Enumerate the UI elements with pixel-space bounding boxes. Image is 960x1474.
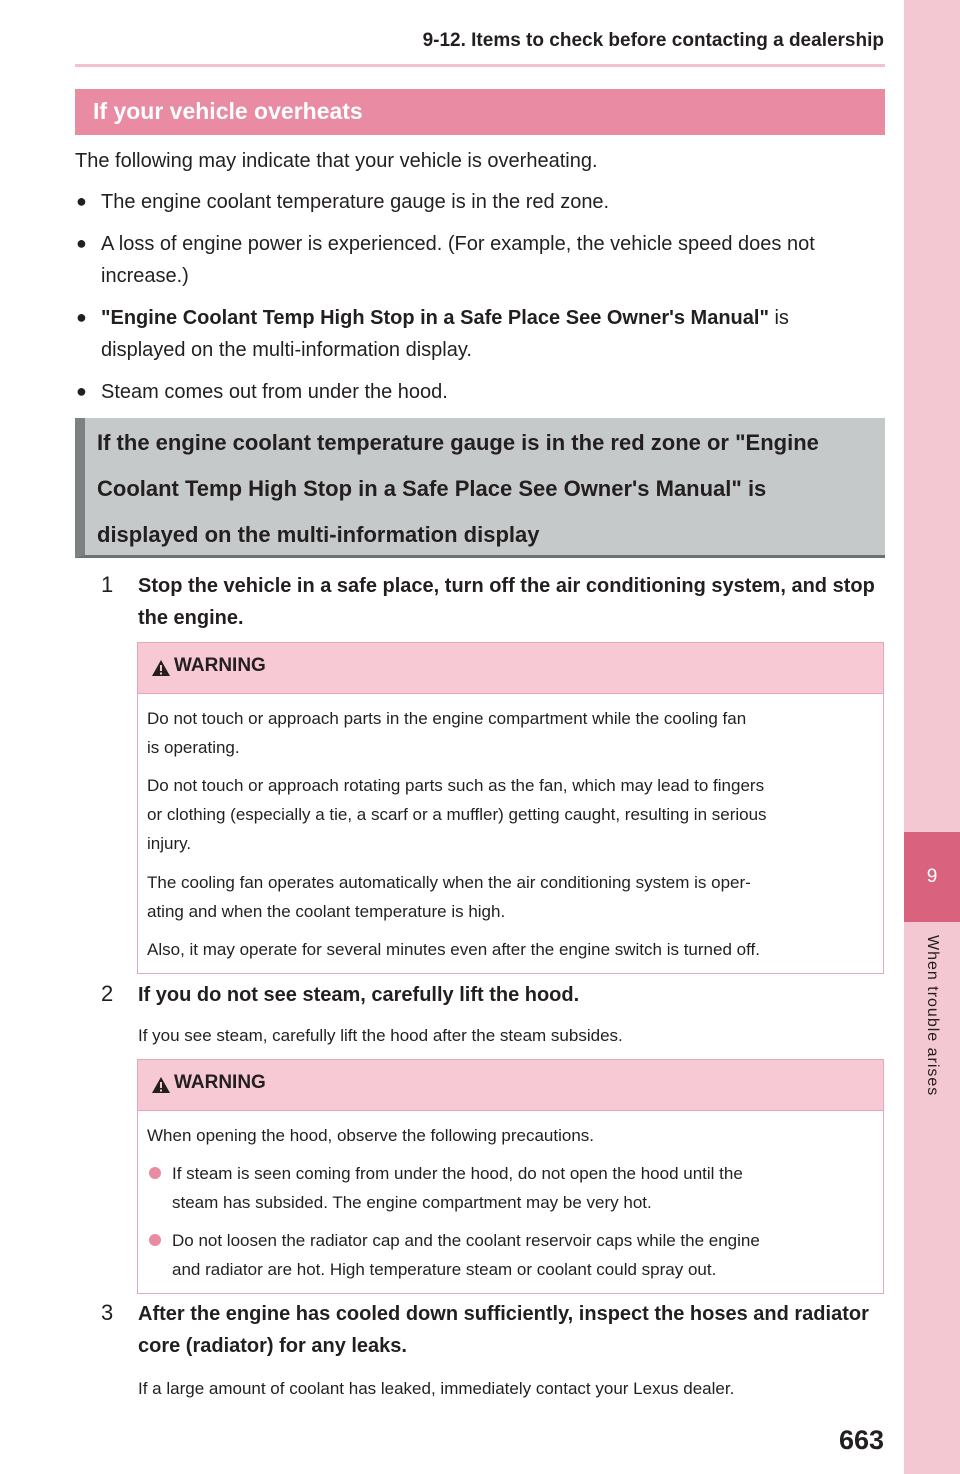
bullet-icon: ● [76,191,87,211]
bullet-item-cont: displayed on the multi-information display. [101,339,472,361]
page-number: 663 [838,1425,884,1455]
header-title: 9-12. Items to check before contacting a dealership [422,30,884,51]
chapter-number[interactable]: 9 [904,832,960,922]
step-number: 2 [101,981,114,1006]
step-text-cont: the engine. [138,607,244,629]
warning-bullet-text: steam has subsided. The engine compartment may be very hot. [172,1193,652,1212]
bullet-icon: ● [76,307,87,327]
warning-triangle-icon [152,1077,170,1093]
warning-text: Do not touch or approach parts in the engine compartment while the cooling fan [147,709,747,728]
warning-label: WARNING [174,1072,266,1093]
chapter-sidebar [904,0,960,1474]
bullet-icon: ● [76,233,87,253]
step-text: After the engine has cooled down sufficiently, inspect the hoses and radiator [138,1303,869,1325]
chapter-label-text: When trouble arises [924,935,941,1097]
subsection-heading [75,418,885,558]
warning-box [137,642,884,974]
intro-text: The following may indicate that your vehicle is overheating. [75,150,598,172]
subsection-title: If the engine coolant temperature gauge is in the red zone or "Engine Coolant Temp High Stop in a Safe Place See Owner's Manual" is displayed on the multi-information display [97,430,819,547]
warning-text: The cooling fan operates automatically when the air conditioning system is oper- [147,873,751,892]
warning-text: When opening the hood, observe the following precautions. [147,1126,595,1145]
bullet-icon [149,1167,161,1179]
header-divider [75,64,885,67]
bullet-item-tail: is [768,307,789,329]
warning-bullet-text: and radiator are hot. High temperature steam or coolant could spray out. [172,1260,717,1279]
warning-header [138,1060,883,1111]
warning-text: Also, it may operate for several minutes even after the engine switch is turned off. [147,940,760,959]
step-note: If you see steam, carefully lift the hood after the steam subsides. [138,1026,623,1045]
section-heading [75,89,885,135]
step-note: If a large amount of coolant has leaked, immediately contact your Lexus dealer. [138,1379,735,1398]
bullet-item: Steam comes out from under the hood. [101,381,448,403]
warning-text: or clothing (especially a tie, a scarf or a muffler) getting caught, resulting in serious [147,805,767,824]
step-text: If you do not see steam, carefully lift the hood. [138,984,580,1006]
warning-bullet-text: Do not loosen the radiator cap and the coolant reservoir caps while the engine [172,1231,760,1250]
warning-text: injury. [147,834,192,853]
bullet-item: The engine coolant temperature gauge is in the red zone. [101,191,610,213]
bullet-icon [149,1234,161,1246]
warning-triangle-icon [152,660,170,676]
bullet-item-cont: increase.) [101,265,189,287]
warning-message-text: "Engine Coolant Temp High Stop in a Safe Place See Owner's Manual" [101,307,769,329]
bullet-item [101,302,789,334]
warning-label: WARNING [174,655,266,676]
bullet-item: A loss of engine power is experienced. (For example, the vehicle speed does not [101,233,815,255]
warning-box [137,1059,884,1294]
warning-text: is operating. [147,738,240,757]
step-number: 3 [101,1300,114,1325]
step-number: 1 [101,572,114,597]
section-title: If your vehicle overheats [93,98,363,124]
warning-text: ating and when the coolant temperature is high. [147,902,506,921]
step-text: Stop the vehicle in a safe place, turn off the air conditioning system, and stop [138,575,875,597]
chapter-label[interactable] [904,935,960,1115]
bullet-icon: ● [76,381,87,401]
step-text-cont: core (radiator) for any leaks. [138,1335,407,1357]
warning-text: Do not touch or approach rotating parts such as the fan, which may lead to fingers [147,776,765,795]
warning-header [138,643,883,694]
warning-bullet-text: If steam is seen coming from under the hood, do not open the hood until the [172,1164,743,1183]
